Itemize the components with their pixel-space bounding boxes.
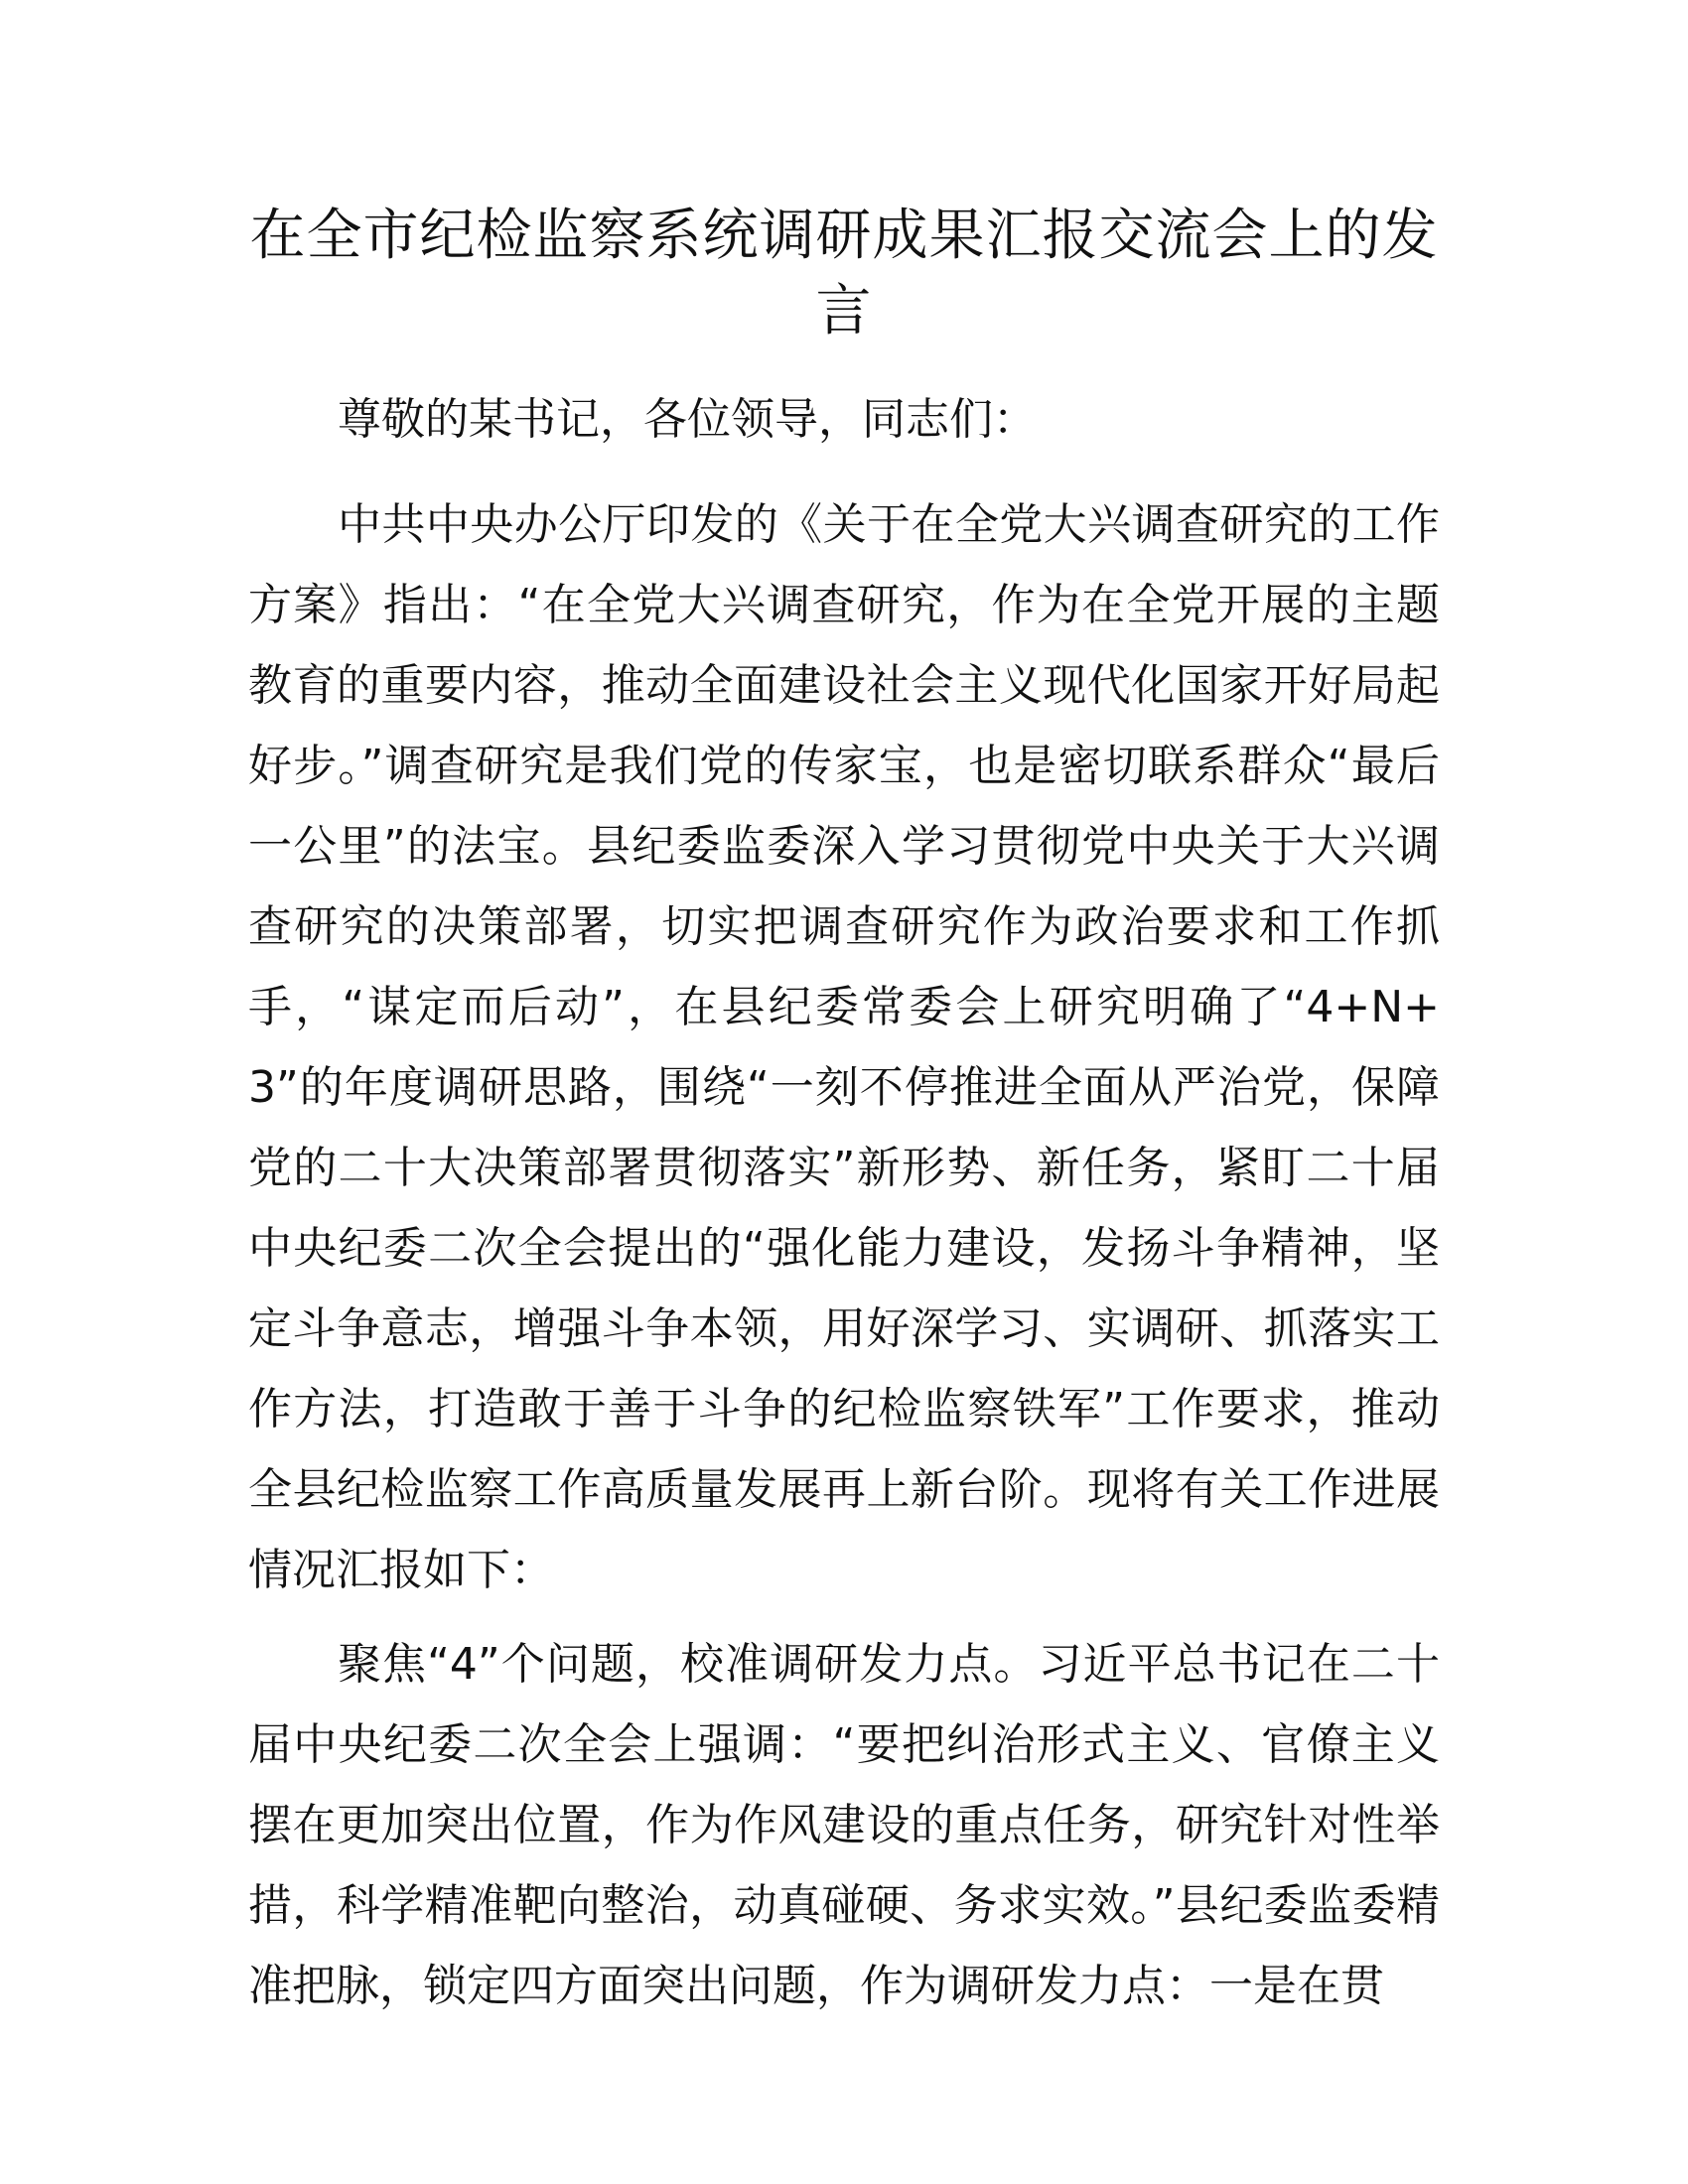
body-paragraph-2: 聚焦“4”个问题，校准调研发力点。习近平总书记在二十届中央纪委二次全会上强调：“要把纠治形式主义、官僚主义摆在更加突出位置，作为作风建设的重点任务，研究针对性举措，科学精准靶向整治，动真碰硬、务求实效。”县纪委监委精准把脉，锁定四方面突出问题，作为调研发力点：一是在贯 [248,1639,1440,2011]
document-page [248,199,1440,2026]
body-paragraph-1: 中共中央办公厅印发的《关于在全党大兴调查研究的工作方案》指出：“在全党大兴调查研究，作为在全党开展的主题教育的重要内容，推动全面建设社会主义现代化国家开好局起好步。”调查研究是我们党的传家宝，也是密切联系群众“最后一公里”的法宝。县纪委监委深入学习贯彻党中央关于大兴调查研究的决策部署，切实把调查研究作为政治要求和工作抓手，“谋定而后动”，在县纪委常委会上研究明确了“4+N+3”的年度调研思路，围绕“一刻不停推进全面从严治党，保障党的二十大决策部署贯彻落实”新形势、新任务，紧盯二十届中央纪委二次全会提出的“强化能力建设，发扬斗争精神，坚定斗争意志，增强斗争本领，用好深学习、实调研、抓落实工作方法，打造敢于善于斗争的纪检监察铁军”工作要求，推动全县纪检监察工作高质量发展再上新台阶。现将有关工作进展情况汇报如下： [248,499,1440,1595]
document-title: 在全市纪检监察系统调研成果汇报交流会上的发言 [249,204,1439,343]
salutation: 尊敬的某书记，各位领导，同志们： [338,394,1037,445]
